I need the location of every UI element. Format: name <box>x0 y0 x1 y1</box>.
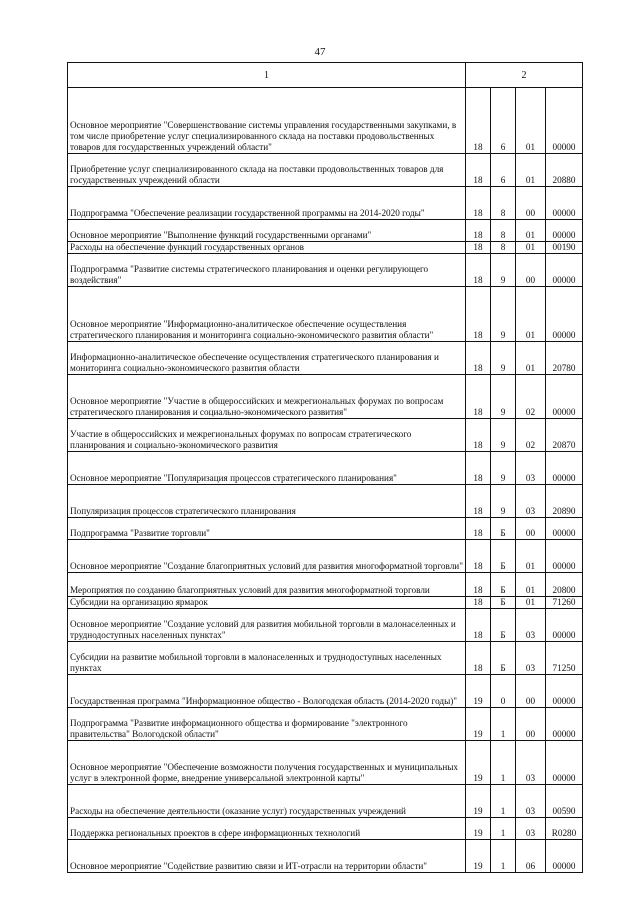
table-row <box>68 452 583 485</box>
row-code-event: 00 <box>516 254 546 287</box>
row-code-subprogram: 9 <box>491 485 516 518</box>
table-row <box>68 597 583 609</box>
row-code-event: 00 <box>516 708 546 741</box>
row-description: Приобретение услуг специализированного склада на поставки продовольственных товаров для государственных учреждений области <box>68 154 466 187</box>
row-description: Основное мероприятие "Содействие развитию связи и ИТ-отрасли на территории области" <box>68 840 466 873</box>
row-code-subprogram: 8 <box>491 220 516 242</box>
row-description: Основное мероприятие "Информационно-аналитическое обеспечение осуществления стратегического планирования и мониторинга социально-экономического развития области" <box>68 287 466 342</box>
row-code-program: 18 <box>466 573 491 597</box>
row-description: Информационно-аналитическое обеспечение осуществления стратегического планирования и мониторинга социально-экономического развития области <box>68 342 466 375</box>
row-code-program: 18 <box>466 642 491 675</box>
row-code-direction: 20890 <box>546 485 583 518</box>
table-row <box>68 485 583 518</box>
row-code-program: 18 <box>466 342 491 375</box>
row-code-subprogram: Б <box>491 597 516 609</box>
row-code-event: 01 <box>516 88 546 154</box>
row-description: Основное мероприятие "Создание благоприятных условий для развития многоформатной торговли" <box>68 540 466 573</box>
row-code-direction: 71260 <box>546 597 583 609</box>
row-code-event: 03 <box>516 818 546 840</box>
row-code-direction: 00000 <box>546 840 583 873</box>
table-row <box>68 419 583 452</box>
row-code-direction: 00000 <box>546 254 583 287</box>
header-col-1: 1 <box>68 63 466 88</box>
row-code-subprogram: 9 <box>491 342 516 375</box>
row-code-program: 18 <box>466 254 491 287</box>
row-code-program: 18 <box>466 154 491 187</box>
row-description: Субсидии на организацию ярмарок <box>68 597 466 609</box>
table-row <box>68 708 583 741</box>
row-code-subprogram: Б <box>491 573 516 597</box>
row-code-program: 18 <box>466 287 491 342</box>
row-code-event: 01 <box>516 287 546 342</box>
row-code-event: 01 <box>516 242 546 254</box>
row-description: Основное мероприятие "Совершенствование системы управления государственными закупками, в том числе приобретение услуг специализированного склада на поставки продовольственных товаров для государственных учреждений области" <box>68 88 466 154</box>
row-code-program: 18 <box>466 375 491 419</box>
row-code-subprogram: Б <box>491 518 516 540</box>
row-code-direction: 00000 <box>546 708 583 741</box>
row-description: Популяризация процессов стратегического планирования <box>68 485 466 518</box>
row-code-direction: 00000 <box>546 609 583 642</box>
row-code-event: 03 <box>516 785 546 818</box>
table-row <box>68 187 583 220</box>
row-code-event: 00 <box>516 518 546 540</box>
row-code-subprogram: 1 <box>491 741 516 785</box>
table-row <box>68 342 583 375</box>
row-code-event: 03 <box>516 609 546 642</box>
row-code-event: 01 <box>516 597 546 609</box>
row-code-subprogram: Б <box>491 642 516 675</box>
row-code-direction: 20870 <box>546 419 583 452</box>
row-code-event: 00 <box>516 675 546 708</box>
row-description: Подпрограмма "Развитие системы стратегического планирования и оценки регулирующего воздействия" <box>68 254 466 287</box>
row-code-direction: 00000 <box>546 287 583 342</box>
table-row <box>68 375 583 419</box>
row-code-program: 18 <box>466 540 491 573</box>
row-code-program: 19 <box>466 840 491 873</box>
row-code-direction: 00000 <box>546 540 583 573</box>
row-code-direction: 00190 <box>546 242 583 254</box>
row-code-event: 03 <box>516 642 546 675</box>
row-code-subprogram: 1 <box>491 818 516 840</box>
row-code-program: 19 <box>466 675 491 708</box>
row-code-program: 18 <box>466 419 491 452</box>
table-row <box>68 840 583 873</box>
row-code-program: 18 <box>466 609 491 642</box>
table-row <box>68 88 583 154</box>
row-description: Подпрограмма "Развитие информационного общества и формирование "электронного правительства" Вологодской области" <box>68 708 466 741</box>
row-description: Расходы на обеспечение деятельности (оказание услуг) государственных учреждений <box>68 785 466 818</box>
row-code-program: 18 <box>466 518 491 540</box>
row-code-direction: 00000 <box>546 375 583 419</box>
row-code-subprogram: 9 <box>491 287 516 342</box>
page-number: 47 <box>314 46 326 58</box>
row-code-direction: 00000 <box>546 220 583 242</box>
row-code-subprogram: 6 <box>491 154 516 187</box>
row-description: Расходы на обеспечение функций государственных органов <box>68 242 466 254</box>
row-code-program: 18 <box>466 452 491 485</box>
row-code-subprogram: 0 <box>491 675 516 708</box>
row-code-subprogram: Б <box>491 540 516 573</box>
row-description: Основное мероприятие "Создание условий для развития мобильной торговли в малонаселенных и труднодоступных населенных пунктах" <box>68 609 466 642</box>
row-code-subprogram: 8 <box>491 187 516 220</box>
table-row <box>68 540 583 573</box>
row-code-direction: 00000 <box>546 187 583 220</box>
row-code-direction: 00000 <box>546 518 583 540</box>
row-code-program: 18 <box>466 187 491 220</box>
table-row <box>68 242 583 254</box>
row-code-direction: 00590 <box>546 785 583 818</box>
row-code-program: 19 <box>466 741 491 785</box>
table-row <box>68 675 583 708</box>
table-row <box>68 785 583 818</box>
row-code-program: 19 <box>466 818 491 840</box>
row-code-program: 18 <box>466 88 491 154</box>
row-description: Основное мероприятие "Обеспечение возможности получения государственных и муниципальных услуг в электронной форме, внедрение универсальной электронной карты" <box>68 741 466 785</box>
row-description: Основное мероприятие "Популяризация процессов стратегического планирования" <box>68 452 466 485</box>
row-code-subprogram: 1 <box>491 708 516 741</box>
row-code-program: 18 <box>466 485 491 518</box>
table-row <box>68 154 583 187</box>
row-description: Подпрограмма "Развитие торговли" <box>68 518 466 540</box>
row-description: Мероприятия по созданию благоприятных условий для развития многоформатной торговли <box>68 573 466 597</box>
row-code-event: 02 <box>516 375 546 419</box>
table-row <box>68 254 583 287</box>
row-code-program: 19 <box>466 785 491 818</box>
row-code-direction: 00000 <box>546 452 583 485</box>
row-code-event: 01 <box>516 154 546 187</box>
budget-classification-table <box>67 62 583 873</box>
row-code-event: 01 <box>516 573 546 597</box>
row-code-event: 06 <box>516 840 546 873</box>
row-description: Государственная программа "Информационное общество - Вологодская область (2014-2020 годы)" <box>68 675 466 708</box>
row-code-program: 18 <box>466 220 491 242</box>
row-description: Подпрограмма "Обеспечение реализации государственной программы на 2014-2020 годы" <box>68 187 466 220</box>
row-code-event: 03 <box>516 452 546 485</box>
table-row <box>68 573 583 597</box>
row-code-event: 01 <box>516 342 546 375</box>
row-description: Участие в общероссийских и межрегиональных форумах по вопросам стратегического планирования и социально-экономического развития <box>68 419 466 452</box>
row-code-subprogram: 6 <box>491 88 516 154</box>
table-row <box>68 220 583 242</box>
row-code-program: 19 <box>466 708 491 741</box>
row-code-direction: 20880 <box>546 154 583 187</box>
row-code-event: 01 <box>516 540 546 573</box>
row-code-direction: 00000 <box>546 88 583 154</box>
row-code-event: 03 <box>516 741 546 785</box>
row-code-event: 03 <box>516 485 546 518</box>
table-row <box>68 642 583 675</box>
row-code-direction: 20780 <box>546 342 583 375</box>
row-code-event: 02 <box>516 419 546 452</box>
row-code-subprogram: Б <box>491 609 516 642</box>
row-code-event: 00 <box>516 187 546 220</box>
table-row <box>68 818 583 840</box>
row-description: Основное мероприятие "Участие в общероссийских и межрегиональных форумах по вопросам стратегического планирования и социально-экономического развития" <box>68 375 466 419</box>
row-code-subprogram: 9 <box>491 254 516 287</box>
row-code-direction: 20800 <box>546 573 583 597</box>
row-code-subprogram: 9 <box>491 419 516 452</box>
row-code-direction: 00000 <box>546 741 583 785</box>
row-code-direction: 71250 <box>546 642 583 675</box>
header-col-2: 2 <box>466 63 583 88</box>
row-code-subprogram: 8 <box>491 242 516 254</box>
row-description: Основное мероприятие "Выполнение функций государственными органами" <box>68 220 466 242</box>
row-code-direction: R0280 <box>546 818 583 840</box>
table-row <box>68 518 583 540</box>
row-code-subprogram: 9 <box>491 452 516 485</box>
row-code-program: 18 <box>466 242 491 254</box>
row-description: Поддержка региональных проектов в сфере информационных технологий <box>68 818 466 840</box>
table-header-row <box>68 63 583 88</box>
row-code-subprogram: 9 <box>491 375 516 419</box>
row-code-subprogram: 1 <box>491 785 516 818</box>
row-code-program: 18 <box>466 597 491 609</box>
row-code-event: 01 <box>516 220 546 242</box>
table-row <box>68 287 583 342</box>
row-code-direction: 00000 <box>546 675 583 708</box>
table-row <box>68 741 583 785</box>
row-description: Субсидии на развитие мобильной торговли в малонаселенных и труднодоступных населенных пунктах <box>68 642 466 675</box>
table-row <box>68 609 583 642</box>
row-code-subprogram: 1 <box>491 840 516 873</box>
